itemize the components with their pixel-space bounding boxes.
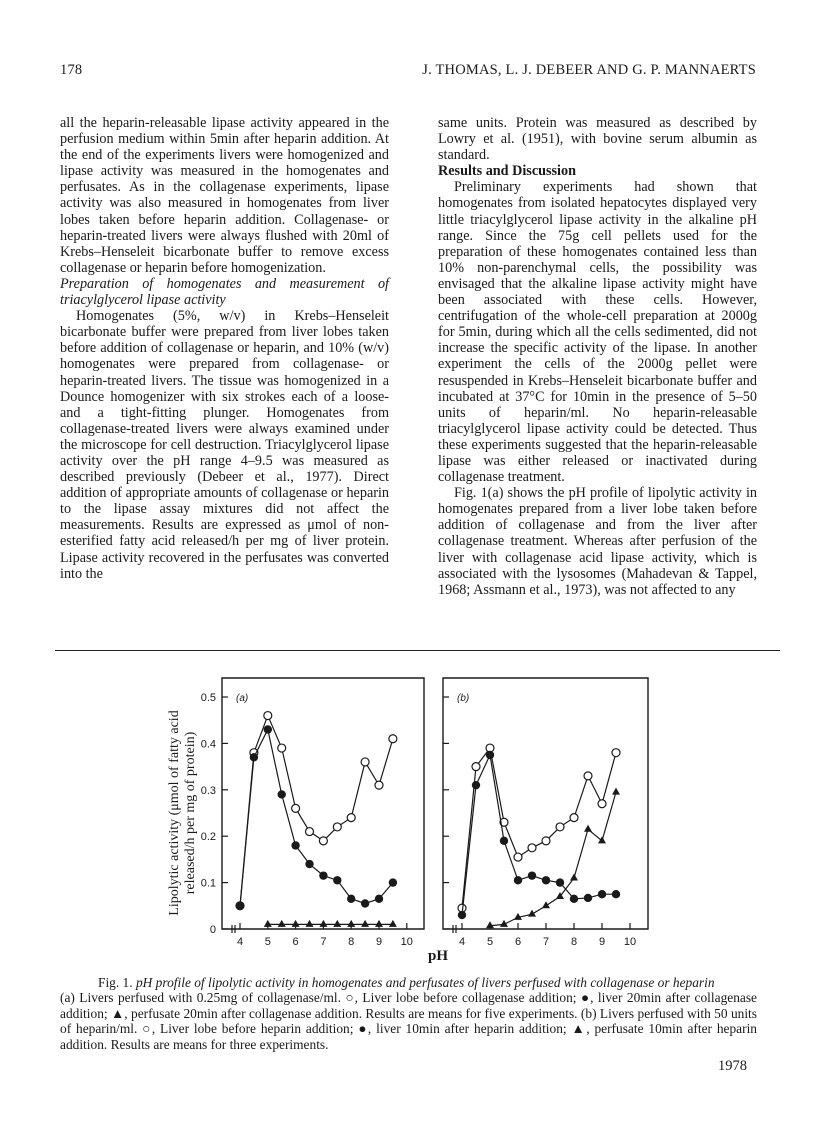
y-tick-label: 0.5 <box>200 692 216 704</box>
y-tick-label: 0 <box>209 924 216 936</box>
filled-circle-marker <box>291 841 299 849</box>
filled-triangle-marker <box>598 836 606 843</box>
page-number: 178 <box>60 62 83 78</box>
filled-circle-marker <box>250 753 258 761</box>
x-tick-label: 4 <box>236 936 244 948</box>
open-circle-marker <box>514 853 522 861</box>
filled-triangle-marker <box>500 920 508 927</box>
filled-triangle-marker <box>584 825 592 832</box>
series-line <box>462 755 616 915</box>
filled-triangle-marker <box>486 921 494 928</box>
filled-triangle-marker <box>556 892 564 899</box>
panel-b <box>443 678 648 948</box>
open-circle-marker <box>361 758 369 766</box>
filled-circle-marker <box>278 790 286 798</box>
y-tick-label: 0.1 <box>200 877 216 890</box>
open-circle-marker <box>500 818 508 826</box>
open-circle-marker <box>375 781 383 789</box>
plot-frame <box>443 678 648 929</box>
filled-circle-marker <box>264 725 272 733</box>
filled-circle-marker <box>528 871 536 879</box>
journal-year: 1978 <box>718 1058 747 1074</box>
filled-circle-marker <box>500 837 508 845</box>
figure-separator-rule <box>55 650 780 651</box>
filled-triangle-marker <box>264 920 272 927</box>
filled-triangle-marker <box>306 920 314 927</box>
filled-triangle-marker <box>347 920 355 927</box>
caption-figure-number: Fig. 1. <box>98 975 133 990</box>
body-paragraph: all the heparin-releasable lipase activity appeared in the perfusion medium within 5min after heparin addition. At the end of the experiments livers were homogenized and lipase activity was measured in the homogenates and perfusates. As in the collagenase experiments, lipase activity was also measured in homogenates from liver lobes taken before heparin addition. Collagenase- or heparin-treated livers were always flushed with 20ml of Krebs–Henseleit bicarbonate buffer to remove excess collagenase or heparin before homogenization. <box>60 115 389 276</box>
x-tick-label: 5 <box>264 936 271 948</box>
open-circle-marker <box>542 837 550 845</box>
x-tick-label: 8 <box>348 936 355 948</box>
caption-body: (a) Livers perfused with 0.25mg of collagenase/ml. ○, Liver lobe before collagenase addition; ●, liver 20min after collagenase addition; ▲, perfusate 20min after collagenase addition. Results are means for five experiments. (b) Livers perfused with 50 units of heparin/ml. ○, Liver lobe before heparin addition; ●, liver 10min after heparin addition; ▲, perfusate 10min after heparin addition. Results are means for three experiments. <box>60 990 757 1052</box>
x-tick-label: 6 <box>514 936 522 948</box>
filled-circle-marker <box>389 878 397 886</box>
open-circle-marker <box>278 744 286 752</box>
filled-circle-marker <box>319 871 327 879</box>
open-circle-marker <box>612 749 620 757</box>
running-head-authors: J. THOMAS, L. J. DEBEER AND G. P. MANNAERTS <box>422 62 756 78</box>
open-circle-marker <box>250 749 258 757</box>
filled-triangle-marker <box>278 920 286 927</box>
open-circle-marker <box>486 744 494 752</box>
y-tick-label: 0.4 <box>200 738 216 751</box>
filled-circle-marker <box>612 890 620 898</box>
body-paragraph: Fig. 1(a) shows the pH profile of lipolytic activity in homogenates prepared from a liver lobe taken before addition of collagenase and from the liver after collagenase treatment. Whereas after perfusion of the liver with collagenase acid lipase activity, which is associated with the lysosomes (Mahadevan & Tappel, 1968; Assmann et al., 1973), was not affected to any <box>438 485 757 598</box>
filled-triangle-marker <box>333 920 341 927</box>
series-line <box>490 792 616 926</box>
plot-frame <box>222 678 424 929</box>
filled-circle-marker <box>570 895 578 903</box>
open-circle-marker <box>584 772 592 780</box>
panel-label: (a) <box>236 693 249 704</box>
open-circle-marker <box>319 837 327 845</box>
open-circle-marker <box>347 814 355 822</box>
filled-triangle-marker <box>292 920 300 927</box>
x-tick-label: 7 <box>320 936 327 948</box>
caption-title-line <box>60 975 757 990</box>
filled-triangle-marker <box>528 910 536 917</box>
filled-circle-marker <box>236 902 244 910</box>
body-paragraph: Preliminary experiments had shown that homogenates from isolated hepatocytes displayed very little triacylglycerol lipase activity in the alkaline pH range. Since the 75g cell pellets used for the preparation of these homogenates contained less than 10% non-parenchymal cells, the possibility was envisaged that the alkaline lipase activity might have been associated with these cells. However, centrifugation of the whole-cell preparation at 2000g for 5min, during which all the cells sedimented, did not increase the specific activity of the lipase. In another experiment the cells of the 2000g pellet were resuspended in Krebs–Henseleit bicarbonate buffer and incubated at 37°C for 10min in the presence of 5–50 units of heparin/ml. No heparin-releasable triacylglycerol lipase activity could be detected. Thus these experiments suggested that the heparin-releasable lipase was either released or inactivated during collagenase treatment. <box>438 179 757 486</box>
filled-triangle-marker <box>542 901 550 908</box>
filled-triangle-marker <box>514 913 522 920</box>
body-paragraph: Homogenates (5%, w/v) in Krebs–Henseleit bicarbonate buffer were prepared from liver lobes taken before addition of collagenase or heparin, and 10% (w/v) homogenates were prepared from collagenase- or heparin-treated livers. The tissue was homogenized in a Dounce homogenizer with six strokes each of a loose- and a tight-fitting plunger. Homogenates from collagenase-treated livers were always examined under the microscope for cell destruction. Triacylglycerol lipase activity over the pH range 4–9.5 was measured as described previously (Debeer et al., 1977). Direct addition of appropriate amounts of collagenase or heparin to the lipase assay mixtures did not affect the measurements. Results are expressed as μmol of non-esterified fatty acid released/h per mg of liver protein. Lipase activity recovered in the perfusates was converted into the <box>60 308 389 582</box>
open-circle-marker <box>264 712 272 720</box>
filled-triangle-marker <box>612 788 620 795</box>
y-axis-label-line1: Lipolytic activity (μmol of fatty acid <box>167 710 182 916</box>
filled-triangle-marker <box>361 920 369 927</box>
filled-circle-marker <box>347 895 355 903</box>
open-circle-marker <box>458 904 466 912</box>
series-line <box>462 748 616 908</box>
filled-circle-marker <box>361 899 369 907</box>
filled-circle-marker <box>598 890 606 898</box>
body-paragraph: same units. Protein was measured as described by Lowry et al. (1951), with bovine serum albumin as standard. <box>438 115 757 164</box>
open-circle-marker <box>333 823 341 831</box>
open-circle-marker <box>528 844 536 852</box>
filled-circle-marker <box>458 911 466 919</box>
x-tick-label: 9 <box>598 936 606 948</box>
open-circle-marker <box>236 902 244 910</box>
x-tick-label: 8 <box>570 936 578 948</box>
open-circle-marker <box>598 800 606 808</box>
right-column <box>438 115 757 598</box>
filled-circle-marker <box>472 781 480 789</box>
y-axis-label <box>167 710 198 915</box>
x-tick-label: 7 <box>542 936 550 948</box>
caption-title: pH profile of lipolytic activity in homogenates and perfusates of livers perfused with collagenase or heparin <box>135 975 715 990</box>
x-tick-label: 10 <box>400 936 413 948</box>
section-heading: Results and Discussion <box>438 163 576 180</box>
filled-circle-marker <box>542 876 550 884</box>
open-circle-marker <box>472 763 480 771</box>
filled-triangle-marker <box>375 920 383 927</box>
filled-triangle-marker <box>570 873 578 880</box>
x-tick-label: 5 <box>486 936 494 948</box>
figure-caption <box>60 975 757 1052</box>
x-tick-label: 4 <box>458 936 466 948</box>
x-tick-label: 10 <box>623 936 637 948</box>
filled-circle-marker <box>305 860 313 868</box>
open-circle-marker <box>556 823 564 831</box>
open-circle-marker <box>389 735 397 743</box>
y-axis-label-line2: released/h per mg of protein) <box>183 731 198 895</box>
x-axis-label: pH <box>428 948 449 964</box>
y-tick-label: 0.2 <box>200 831 216 844</box>
y-tick-label: 0.3 <box>200 784 216 797</box>
series-line <box>240 716 393 906</box>
filled-triangle-marker <box>389 920 397 927</box>
open-circle-marker <box>570 814 578 822</box>
filled-circle-marker <box>556 878 564 886</box>
panel-a <box>201 678 424 948</box>
series-line <box>240 729 393 905</box>
panel-label: (b) <box>457 693 470 704</box>
filled-triangle-marker <box>319 920 327 927</box>
filled-circle-marker <box>486 751 494 759</box>
open-circle-marker <box>306 828 314 836</box>
left-column <box>60 115 389 582</box>
x-tick-label: 6 <box>292 936 299 948</box>
filled-circle-marker <box>514 876 522 884</box>
filled-circle-marker <box>375 895 383 903</box>
filled-circle-marker <box>333 876 341 884</box>
filled-circle-marker <box>584 894 592 902</box>
open-circle-marker <box>292 804 300 812</box>
x-tick-label: 9 <box>375 936 383 948</box>
subsection-heading: Preparation of homogenates and measurement of triacylglycerol lipase activity <box>60 275 389 309</box>
